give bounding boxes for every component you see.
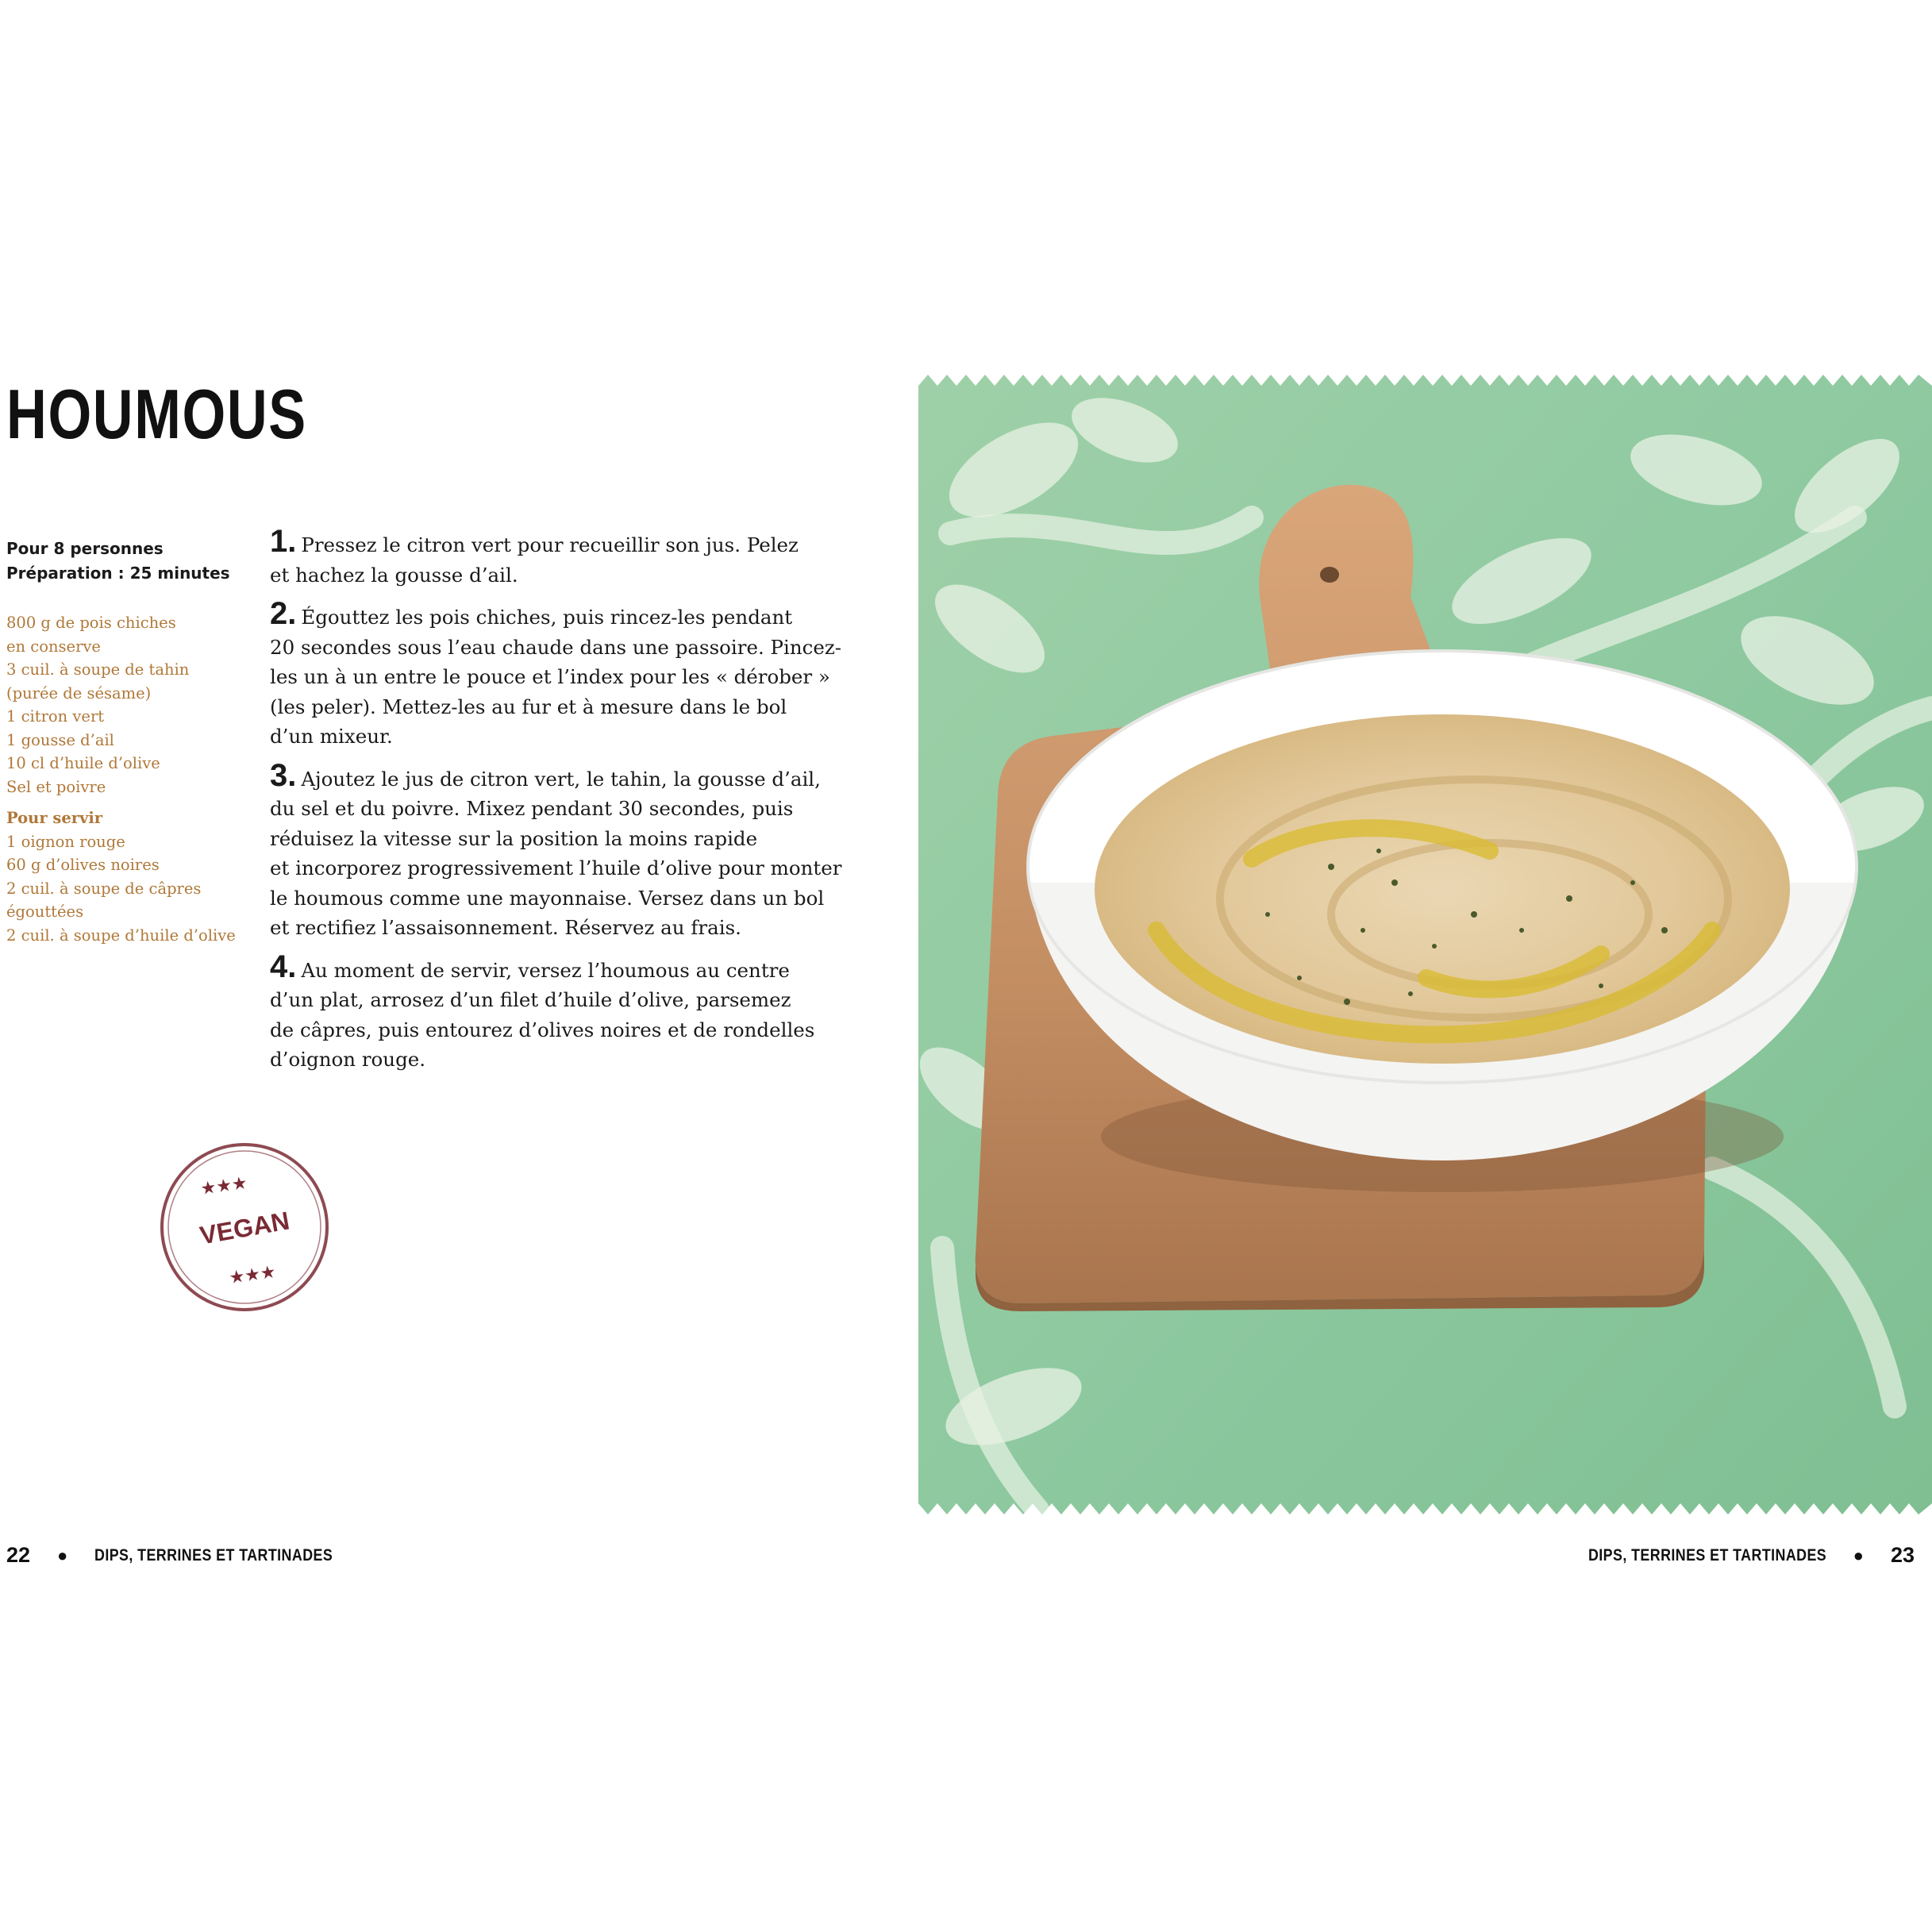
- step-3: [270, 757, 842, 943]
- step-text: Au moment de servir, versez l’houmous au centre: [301, 958, 790, 982]
- serve-item: égouttées: [6, 902, 84, 921]
- step-number: 1.: [270, 524, 297, 559]
- section-title: DIPS, TERRINES ET TARTINADES: [94, 1545, 333, 1564]
- step-text: du sel et du poivre. Mixez pendant 30 secondes, puis: [270, 797, 794, 820]
- step-text: 20 secondes sous l’eau chaude dans une passoire. Pincez-: [270, 635, 842, 659]
- bullet-icon: ●: [57, 1545, 68, 1565]
- step-text: (les peler). Mettez-les au fur et à mesure dans le bol: [270, 695, 787, 718]
- servings: Pour 8 personnes: [6, 539, 164, 558]
- prep-time: Préparation : 25 minutes: [6, 564, 230, 583]
- step-text: Pressez le citron vert pour recueillir son jus. Pelez: [301, 533, 799, 556]
- method-steps: [270, 524, 842, 1083]
- step-text: réduisez la vitesse sur la position la moins rapide: [270, 826, 758, 850]
- ingredient-line: (purée de sésame): [6, 683, 152, 702]
- recipe-meta: [6, 537, 230, 586]
- star-icon: ★★★: [199, 1173, 249, 1200]
- step-4: [270, 949, 815, 1075]
- step-text: d’un mixeur.: [270, 725, 393, 748]
- recipe-title: HOUMOUS: [6, 375, 307, 453]
- page-number: 22: [6, 1543, 31, 1567]
- step-1: [270, 524, 799, 590]
- ingredient-line: 3 cuil. à soupe de tahin: [6, 660, 190, 679]
- bullet-icon: ●: [1853, 1545, 1864, 1565]
- ingredients-list: [6, 611, 236, 947]
- ingredient-line: Sel et poivre: [6, 777, 106, 796]
- step-text: Ajoutez le jus de citron vert, le tahin, la gousse d’ail,: [301, 767, 821, 791]
- step-text: le houmous comme une mayonnaise. Versez dans un bol: [270, 886, 825, 910]
- serve-item: 2 cuil. à soupe de câpres: [6, 879, 202, 898]
- ingredient-line: en conserve: [6, 637, 101, 656]
- star-icon: ★★★: [228, 1262, 278, 1289]
- step-text: et hachez la gousse d’ail.: [270, 563, 518, 587]
- ingredient-line: 800 g de pois chiches: [6, 614, 176, 632]
- serve-item: 2 cuil. à soupe d’huile d’olive: [6, 926, 236, 945]
- step-number: 2.: [270, 596, 297, 631]
- ingredient-line: 1 gousse d’ail: [6, 730, 114, 749]
- step-number: 3.: [270, 757, 297, 793]
- step-text: d’un plat, arrosez d’un filet d’huile d’olive, parsemez: [270, 988, 791, 1011]
- page-number: 23: [1890, 1543, 1915, 1567]
- step-text: de câpres, puis entourez d’olives noires et de rondelles: [270, 1018, 815, 1041]
- serve-item: 60 g d’olives noires: [6, 856, 160, 874]
- step-text: les un à un entre le pouce et l’index pour les « dérober »: [270, 665, 830, 688]
- vegan-stamp: [157, 1140, 332, 1314]
- stamp-label: VEGAN: [198, 1206, 292, 1250]
- ingredient-line: 1 citron vert: [6, 707, 105, 725]
- step-text: et rectifiez l’assaisonnement. Réservez au frais.: [270, 916, 741, 939]
- step-text: d’oignon rouge.: [270, 1048, 426, 1071]
- step-2: [270, 596, 842, 752]
- serve-item: 1 oignon rouge: [6, 832, 125, 851]
- step-number: 4.: [270, 949, 297, 984]
- hummus-photo: [918, 375, 1932, 1514]
- step-text: Égouttez les pois chiches, puis rincez-les pendant: [301, 606, 793, 629]
- step-text: et incorporez progressivement l’huile d’olive pour monter: [270, 856, 842, 879]
- footer-right: [1546, 1543, 1915, 1568]
- footer-left: [6, 1543, 375, 1568]
- ingredient-line: 10 cl d’huile d’olive: [6, 754, 160, 772]
- section-title: DIPS, TERRINES ET TARTINADES: [1588, 1545, 1826, 1564]
- serve-heading: Pour servir: [6, 809, 103, 827]
